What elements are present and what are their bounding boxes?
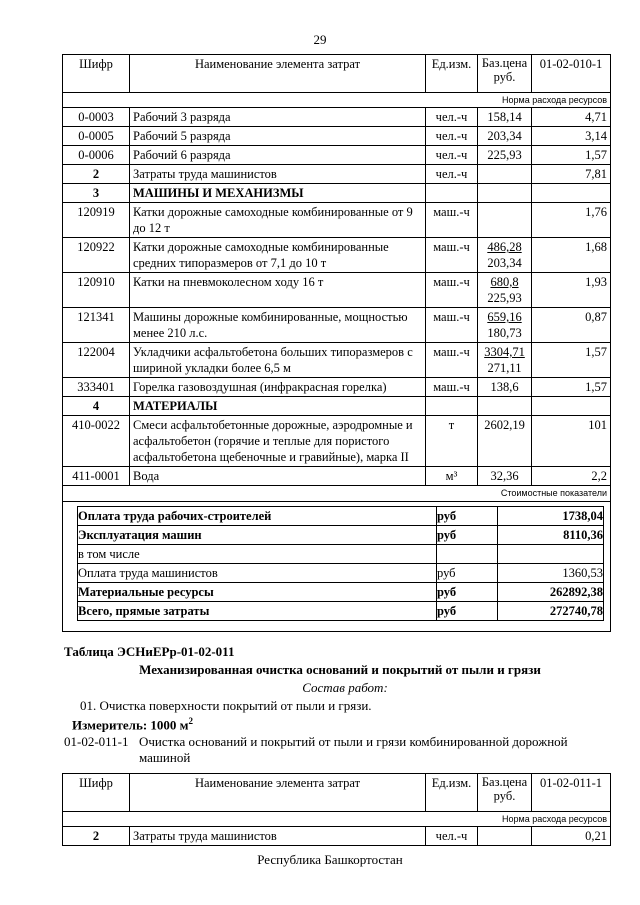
summary-name: Материальные ресурсы: [78, 583, 437, 602]
measure: Измеритель: 1000 $м^2$: [72, 716, 194, 733]
price-main: 225,93: [487, 148, 522, 162]
row-unit: чел.-ч: [426, 108, 478, 127]
row-name: МАТЕРИАЛЫ: [130, 397, 426, 416]
table-header: [63, 774, 611, 812]
row-value: 101: [532, 416, 611, 467]
row-value: 1,57: [532, 343, 611, 378]
table-row: [63, 127, 611, 146]
cost-label-row: [63, 486, 611, 502]
row-name: Рабочий 3 разряда: [130, 108, 426, 127]
price-secondary: 271,11: [487, 361, 522, 375]
norm-label-row: [63, 812, 611, 827]
table-row: [63, 397, 611, 416]
table-row: [63, 108, 611, 127]
row-code: 333401: [63, 378, 130, 397]
work-item: 01. Очистка поверхности покрытий от пыли и грязи.: [80, 698, 372, 713]
row-code: 3: [63, 184, 130, 203]
item-code: 01-02-011-1: [64, 734, 129, 749]
summary-unit: руб: [437, 526, 498, 545]
row-unit: маш.-ч: [426, 378, 478, 397]
row-unit: маш.-ч: [426, 308, 478, 343]
row-unit: чел.-ч: [426, 165, 478, 184]
summary-name: Всего, прямые затраты: [78, 602, 437, 621]
price-main: 203,34: [487, 129, 522, 143]
table-row: [63, 203, 611, 238]
row-value: 3,14: [532, 127, 611, 146]
row-name: Рабочий 6 разряда: [130, 146, 426, 165]
header-name: Наименование элемента затрат: [130, 774, 426, 812]
row-unit: чел.-ч: [426, 146, 478, 165]
row-name: Вода: [130, 467, 426, 486]
row-code: 2: [63, 165, 130, 184]
item-description: Очистка оснований и покрытий от пыли и грязи комбинированной дорожной машиной: [139, 734, 568, 765]
row-price: [478, 343, 532, 378]
row-code: 121341: [63, 308, 130, 343]
row-name: Укладчики асфальтобетона больших типоразмеров с шириной укладки более 6,5 м: [130, 343, 426, 378]
row-unit: [426, 184, 478, 203]
row-unit: т: [426, 416, 478, 467]
row-unit: маш.-ч: [426, 343, 478, 378]
row-value: 1,93: [532, 273, 611, 308]
price-main: 659,16: [487, 310, 522, 324]
row-code: 4: [63, 397, 130, 416]
summary-line: [78, 583, 604, 602]
row-price: [478, 238, 532, 273]
row-unit: чел.-ч: [426, 127, 478, 146]
price-main: 3304,71: [484, 345, 525, 359]
row-value: 1,68: [532, 238, 611, 273]
row-value: [532, 397, 611, 416]
summary-unit: руб: [437, 507, 498, 526]
row-code: 120919: [63, 203, 130, 238]
header-price: Баз.цена руб.: [478, 55, 532, 93]
table-row: [63, 146, 611, 165]
table-row: [63, 416, 611, 467]
header-unit: Ед.изм.: [426, 774, 478, 812]
price-main: 158,14: [487, 110, 522, 124]
row-name: Затраты труда машинистов: [130, 827, 426, 846]
resource-table-1: [62, 54, 611, 632]
row-price: [478, 165, 532, 184]
norm-label: Норма расхода ресурсов: [63, 812, 611, 827]
row-price: [478, 203, 532, 238]
table-row: [63, 343, 611, 378]
summary-name: в том числе: [78, 545, 437, 564]
summary-value: 1738,04: [498, 507, 604, 526]
row-unit: чел.-ч: [426, 827, 478, 846]
price-main: 32,36: [490, 469, 519, 483]
row-value: [532, 184, 611, 203]
summary-table: [77, 506, 604, 621]
table-header: [63, 55, 611, 93]
row-unit: маш.-ч: [426, 203, 478, 238]
price-main: 138,6: [490, 380, 519, 394]
table-row: [63, 165, 611, 184]
price-main: 486,28: [487, 240, 522, 254]
row-code: 410-0022: [63, 416, 130, 467]
table-row: [63, 467, 611, 486]
table-row: [63, 308, 611, 343]
row-code: 411-0001: [63, 467, 130, 486]
row-price: [478, 378, 532, 397]
row-name: МАШИНЫ И МЕХАНИЗМЫ: [130, 184, 426, 203]
table-row: [63, 184, 611, 203]
summary-name: Эксплуатация машин: [78, 526, 437, 545]
row-value: 4,71: [532, 108, 611, 127]
row-price: [478, 416, 532, 467]
resource-table-2: [62, 773, 611, 846]
summary-unit: руб: [437, 602, 498, 621]
row-price: [478, 127, 532, 146]
row-name: Смеси асфальтобетонные дорожные, аэродромные и асфальтобетон (горячие и теплые для пористого асфальтобетона щебеночные и гравийные), марка II: [130, 416, 426, 467]
summary-line: [78, 507, 604, 526]
row-value: 1,57: [532, 378, 611, 397]
summary-line: [78, 545, 604, 564]
summary-value: 272740,78: [498, 602, 604, 621]
summary-value: 262892,38: [498, 583, 604, 602]
cost-label: Стоимостные показатели: [63, 486, 611, 502]
row-name: Горелка газовоздушная (инфракрасная горелка): [130, 378, 426, 397]
row-unit: маш.-ч: [426, 273, 478, 308]
row-value: 7,81: [532, 165, 611, 184]
row-unit: [426, 397, 478, 416]
row-price: [478, 397, 532, 416]
header-norm: 01-02-010-1: [532, 55, 611, 93]
row-unit: м³: [426, 467, 478, 486]
summary-value: 1360,53: [498, 564, 604, 583]
table-row: [63, 378, 611, 397]
table-row: [63, 238, 611, 273]
table-row: [63, 273, 611, 308]
row-unit: маш.-ч: [426, 238, 478, 273]
row-price: [478, 827, 532, 846]
row-code: 0-0006: [63, 146, 130, 165]
summary-line: [78, 564, 604, 583]
table-title: Таблица ЭСНиЕРр-01-02-011: [64, 644, 235, 659]
table-row: [63, 827, 611, 846]
row-value: 1,57: [532, 146, 611, 165]
header-code: Шифр: [63, 55, 130, 93]
summary-value: [498, 545, 604, 564]
page-number: 29: [313, 32, 327, 47]
row-name: Катки на пневмоколесном ходу 16 т: [130, 273, 426, 308]
row-code: 2: [63, 827, 130, 846]
row-value: 2,2: [532, 467, 611, 486]
summary-name: Оплата труда рабочих-строителей: [78, 507, 437, 526]
summary-row: [63, 502, 611, 632]
summary-line: [78, 526, 604, 545]
header-name: Наименование элемента затрат: [130, 55, 426, 93]
row-price: [478, 273, 532, 308]
header-unit: Ед.изм.: [426, 55, 478, 93]
row-code: 122004: [63, 343, 130, 378]
header-norm: 01-02-011-1: [532, 774, 611, 812]
norm-label-row: [63, 93, 611, 108]
row-code: 0-0003: [63, 108, 130, 127]
header-price: Баз.цена руб.: [478, 774, 532, 812]
row-name: Затраты труда машинистов: [130, 165, 426, 184]
summary-unit: руб: [437, 583, 498, 602]
summary-line: [78, 602, 604, 621]
row-price: [478, 108, 532, 127]
summary-cell: [63, 502, 611, 632]
row-price: [478, 467, 532, 486]
price-secondary: 180,73: [487, 326, 522, 340]
price-secondary: 225,93: [487, 291, 522, 305]
row-value: 0,87: [532, 308, 611, 343]
work-heading: Состав работ:: [302, 680, 388, 695]
row-code: 0-0005: [63, 127, 130, 146]
summary-unit: [437, 545, 498, 564]
row-value: 0,21: [532, 827, 611, 846]
summary-name: Оплата труда машинистов: [78, 564, 437, 583]
header-code: Шифр: [63, 774, 130, 812]
row-price: [478, 184, 532, 203]
row-name: Катки дорожные самоходные комбинированные от 9 до 12 т: [130, 203, 426, 238]
row-price: [478, 308, 532, 343]
row-value: 1,76: [532, 203, 611, 238]
row-price: [478, 146, 532, 165]
summary-value: 8110,36: [498, 526, 604, 545]
norm-label: Норма расхода ресурсов: [63, 93, 611, 108]
summary-unit: руб: [437, 564, 498, 583]
footer-region: Республика Башкортостан: [257, 852, 403, 867]
row-name: Катки дорожные самоходные комбинированные средних типоразмеров от 7,1 до 10 т: [130, 238, 426, 273]
price-secondary: 203,34: [487, 256, 522, 270]
price-main: 680,8: [490, 275, 519, 289]
row-name: Машины дорожные комбинированные, мощностью менее 210 л.с.: [130, 308, 426, 343]
price-main: 2602,19: [484, 418, 525, 432]
row-name: Рабочий 5 разряда: [130, 127, 426, 146]
table-subtitle: Механизированная очистка оснований и покрытий от пыли и грязи: [139, 662, 541, 677]
row-code: 120910: [63, 273, 130, 308]
row-code: 120922: [63, 238, 130, 273]
